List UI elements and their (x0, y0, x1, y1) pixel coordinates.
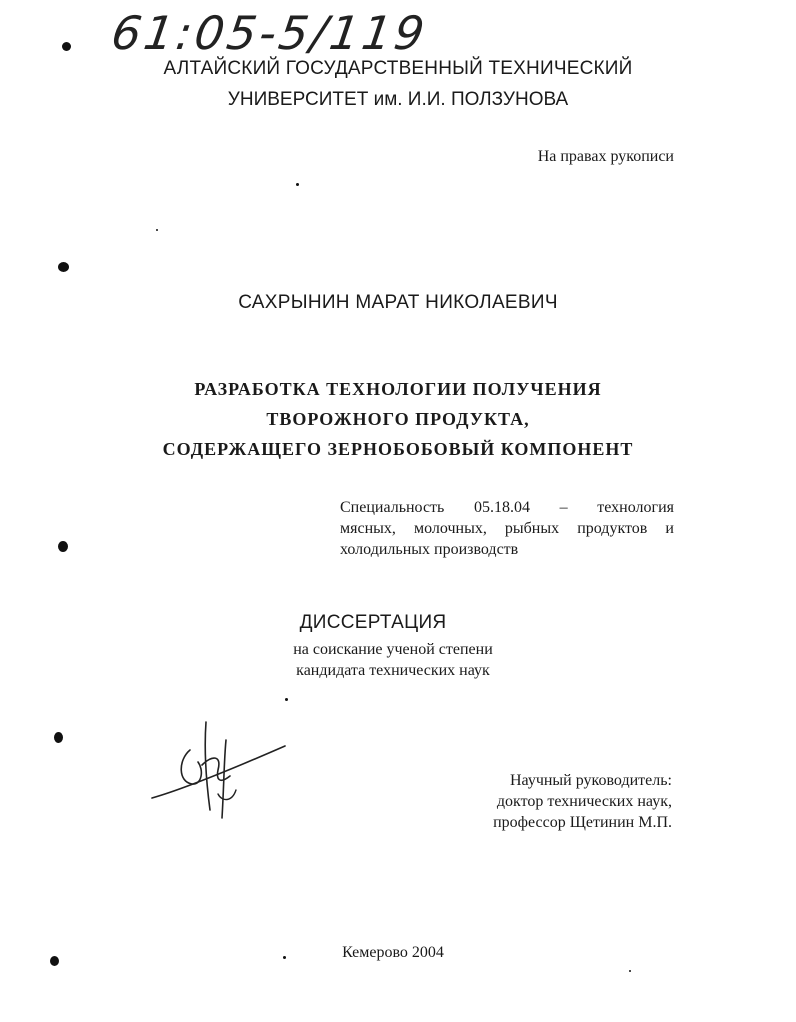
document-type: ДИССЕРТАЦИЯ (299, 612, 447, 633)
scan-speck (296, 183, 299, 186)
binding-hole-icon (58, 262, 69, 272)
binding-hole-icon (62, 42, 71, 51)
scan-speck (285, 698, 288, 701)
dissertation-title-line-1: РАЗРАБОТКА ТЕХНОЛОГИИ ПОЛУЧЕНИЯ (194, 379, 602, 399)
signature-icon (140, 710, 290, 825)
manuscript-rights-note: На правах рукописи (537, 148, 674, 165)
specialty-line-1: Специальность 05.18.04 – технология (340, 499, 674, 516)
handwritten-archive-code: 61:05-5/119 (108, 6, 431, 60)
scan-speck (629, 970, 631, 972)
binding-hole-icon (54, 732, 63, 743)
supervisor-label: Научный руководитель: (509, 772, 672, 789)
specialty-line-3: холодильных производств (340, 541, 519, 558)
city-year: Кемерово 2004 (342, 944, 444, 961)
specialty-block (340, 497, 674, 560)
dissertation-title-line-3: СОДЕРЖАЩЕГО ЗЕРНОБОБОВЫЙ КОМПОНЕНТ (162, 439, 634, 459)
university-name-line-2: УНИВЕРСИТЕТ им. И.И. ПОЛЗУНОВА (227, 89, 569, 110)
dissertation-title-line-2: ТВОРОЖНОГО ПРОДУКТА, (266, 409, 530, 429)
degree-line-1: на соискание ученой степени (293, 641, 493, 658)
degree-line-2: кандидата технических наук (296, 662, 490, 679)
supervisor-degree: доктор технических наук, (496, 793, 672, 810)
supervisor-block (440, 770, 672, 833)
supervisor-name: профессор Щетинин М.П. (493, 814, 672, 831)
university-name-line-1: АЛТАЙСКИЙ ГОСУДАРСТВЕННЫЙ ТЕХНИЧЕСКИЙ (163, 58, 633, 79)
scan-speck (283, 956, 286, 959)
binding-hole-icon (58, 541, 68, 552)
scan-speck (156, 229, 158, 231)
author-name: САХРЫНИН МАРАТ НИКОЛАЕВИЧ (238, 292, 558, 313)
binding-hole-icon (50, 956, 59, 966)
specialty-line-2: мясных, молочных, рыбных продуктов и (340, 520, 674, 537)
